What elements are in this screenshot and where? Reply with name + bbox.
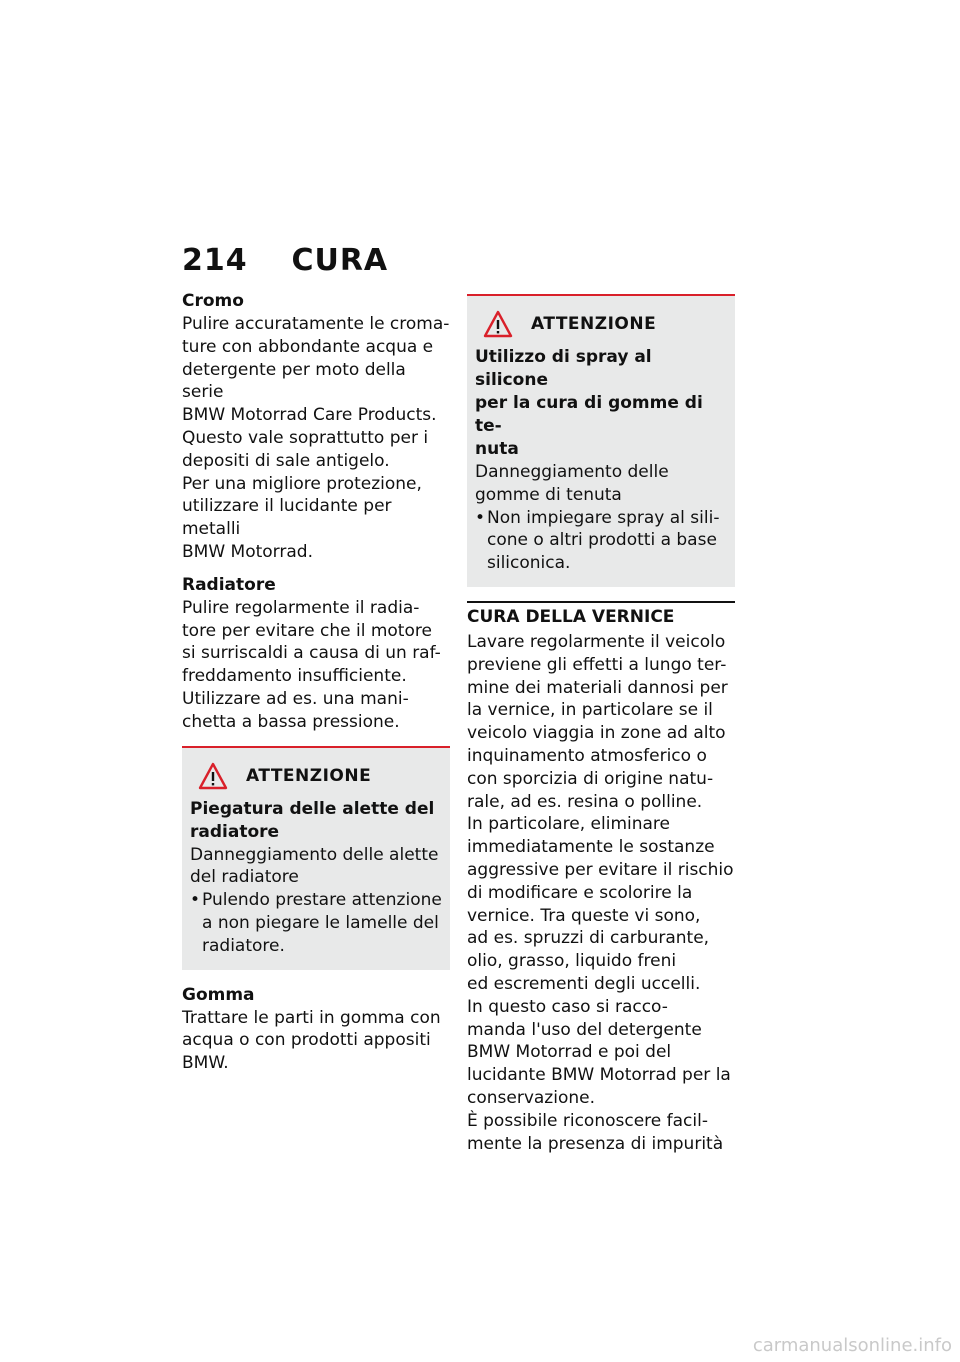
text-line: depositi di sale antigelo. — [182, 450, 390, 471]
text-line: chetta a bassa pressione. — [182, 711, 400, 732]
text-line: Pulendo prestare attenzione — [202, 890, 442, 911]
paragraph-vernice — [467, 631, 735, 1155]
text-line: Utilizzare ad es. una mani- — [182, 688, 409, 709]
warning-description: Danneggiamento delle alette — [190, 844, 439, 865]
text-line: Pulire accuratamente le croma- — [182, 314, 450, 334]
bullet-text — [487, 507, 719, 575]
text-line: BMW. — [182, 1053, 229, 1074]
text-line: Lavare regolarmente il veicolo — [467, 631, 726, 652]
left-column — [182, 290, 450, 1075]
text-line: con sporcizia di origine natu- — [467, 768, 714, 789]
text-line: Questo vale soprattutto per i — [182, 427, 429, 448]
text-line: inquinamento atmosferico o — [467, 745, 707, 766]
text-line: BMW Motorrad Care Products. — [182, 405, 437, 426]
chapter-title: CURA — [291, 243, 389, 278]
text-line: Pulire regolarmente il radia- — [182, 597, 420, 618]
text-line: vernice. Tra queste vi sono, — [467, 905, 701, 926]
spacer — [182, 564, 450, 574]
bullet-text — [202, 889, 442, 957]
section-heading-vernice: CURA DELLA VERNICE — [467, 601, 735, 627]
text-line: ad es. spruzzi di carburante, — [467, 928, 710, 949]
warning-description: del radiatore — [190, 867, 299, 888]
warning-box-radiator — [182, 746, 450, 970]
bullet-icon: • — [190, 890, 201, 911]
text-line: utilizzare il lucidante per metalli — [182, 496, 392, 540]
section-heading-cromo: Cromo — [182, 291, 244, 311]
text-line: È possibile riconoscere facil- — [467, 1110, 708, 1131]
text-line: BMW Motorrad. — [182, 541, 313, 562]
text-line: a non piegare le lamelle del — [202, 912, 439, 933]
warning-header — [190, 762, 442, 790]
text-line: siliconica. — [487, 553, 571, 574]
page-number: 214 — [182, 243, 248, 278]
warning-title: ATTENZIONE — [531, 314, 657, 334]
text-line: conservazione. — [467, 1087, 595, 1108]
warning-description: gomme di tenuta — [475, 484, 622, 505]
watermark: carmanualsonline.info — [752, 1335, 952, 1356]
bullet-icon: • — [475, 507, 486, 528]
warning-heading: Utilizzo di spray al silicone — [475, 347, 652, 390]
warning-box-silicone — [467, 294, 735, 587]
text-line: aggressive per evitare il rischio — [467, 859, 734, 880]
warning-triangle-icon — [198, 762, 228, 790]
text-line: BMW Motorrad e poi del — [467, 1042, 672, 1063]
text-line: mente la presenza di impurità — [467, 1133, 724, 1154]
text-line: In questo caso si racco- — [467, 996, 668, 1017]
warning-heading: radiatore — [190, 821, 280, 842]
text-line: radiatore. — [202, 935, 285, 956]
text-line: cone o altri prodotti a base — [487, 530, 717, 551]
text-line: olio, grasso, liquido freni — [467, 951, 677, 972]
paragraph-gomma — [182, 1007, 450, 1075]
text-line: immediatamente le sostanze — [467, 837, 715, 858]
warning-heading: Piegatura delle alette del — [190, 798, 435, 819]
text-line: In particolare, eliminare — [467, 814, 671, 835]
paragraph-cromo — [182, 313, 450, 564]
warning-heading: per la cura di gomme di te- — [475, 393, 703, 436]
warning-description: Danneggiamento delle — [475, 462, 669, 482]
text-line: detergente per moto della serie — [182, 359, 406, 403]
warning-triangle-icon — [483, 310, 513, 338]
text-line: acqua o con prodotti appositi — [182, 1030, 431, 1051]
right-column — [467, 290, 735, 1155]
section-heading-gomma: Gomma — [182, 984, 255, 1005]
text-line: si surriscaldi a causa di un raf- — [182, 643, 441, 664]
text-line: Non impiegare spray al sili- — [487, 507, 720, 528]
paragraph-radiatore — [182, 597, 450, 734]
text-line: tore per evitare che il motore — [182, 620, 432, 641]
text-line: veicolo viaggia in zone ad alto — [467, 723, 726, 744]
text-line: Per una migliore protezione, — [182, 473, 422, 494]
warning-heading: nuta — [475, 439, 519, 459]
text-line: la vernice, in particolare se il — [467, 700, 713, 721]
text-line: previene gli effetti a lungo ter- — [467, 654, 727, 675]
text-line: rale, ad es. resina o polline. — [467, 791, 703, 812]
text-line: freddamento insufficiente. — [182, 666, 407, 687]
warning-title: ATTENZIONE — [246, 765, 372, 786]
text-line: ture con abbondante acqua e — [182, 336, 434, 357]
text-line: manda l'uso del detergente — [467, 1019, 702, 1040]
section-heading-radiatore: Radiatore — [182, 574, 276, 595]
text-line: lucidante BMW Motorrad per la — [467, 1065, 731, 1086]
warning-bullet — [475, 507, 727, 575]
text-line: Trattare le parti in gomma con — [182, 1007, 441, 1028]
text-line: ed escrementi degli uccelli. — [467, 973, 701, 994]
page-header — [182, 243, 388, 278]
text-line: di modificare e scolorire la — [467, 882, 693, 903]
warning-bullet — [190, 889, 442, 957]
warning-header — [475, 310, 727, 338]
text-line: mine dei materiali dannosi per — [467, 677, 728, 698]
